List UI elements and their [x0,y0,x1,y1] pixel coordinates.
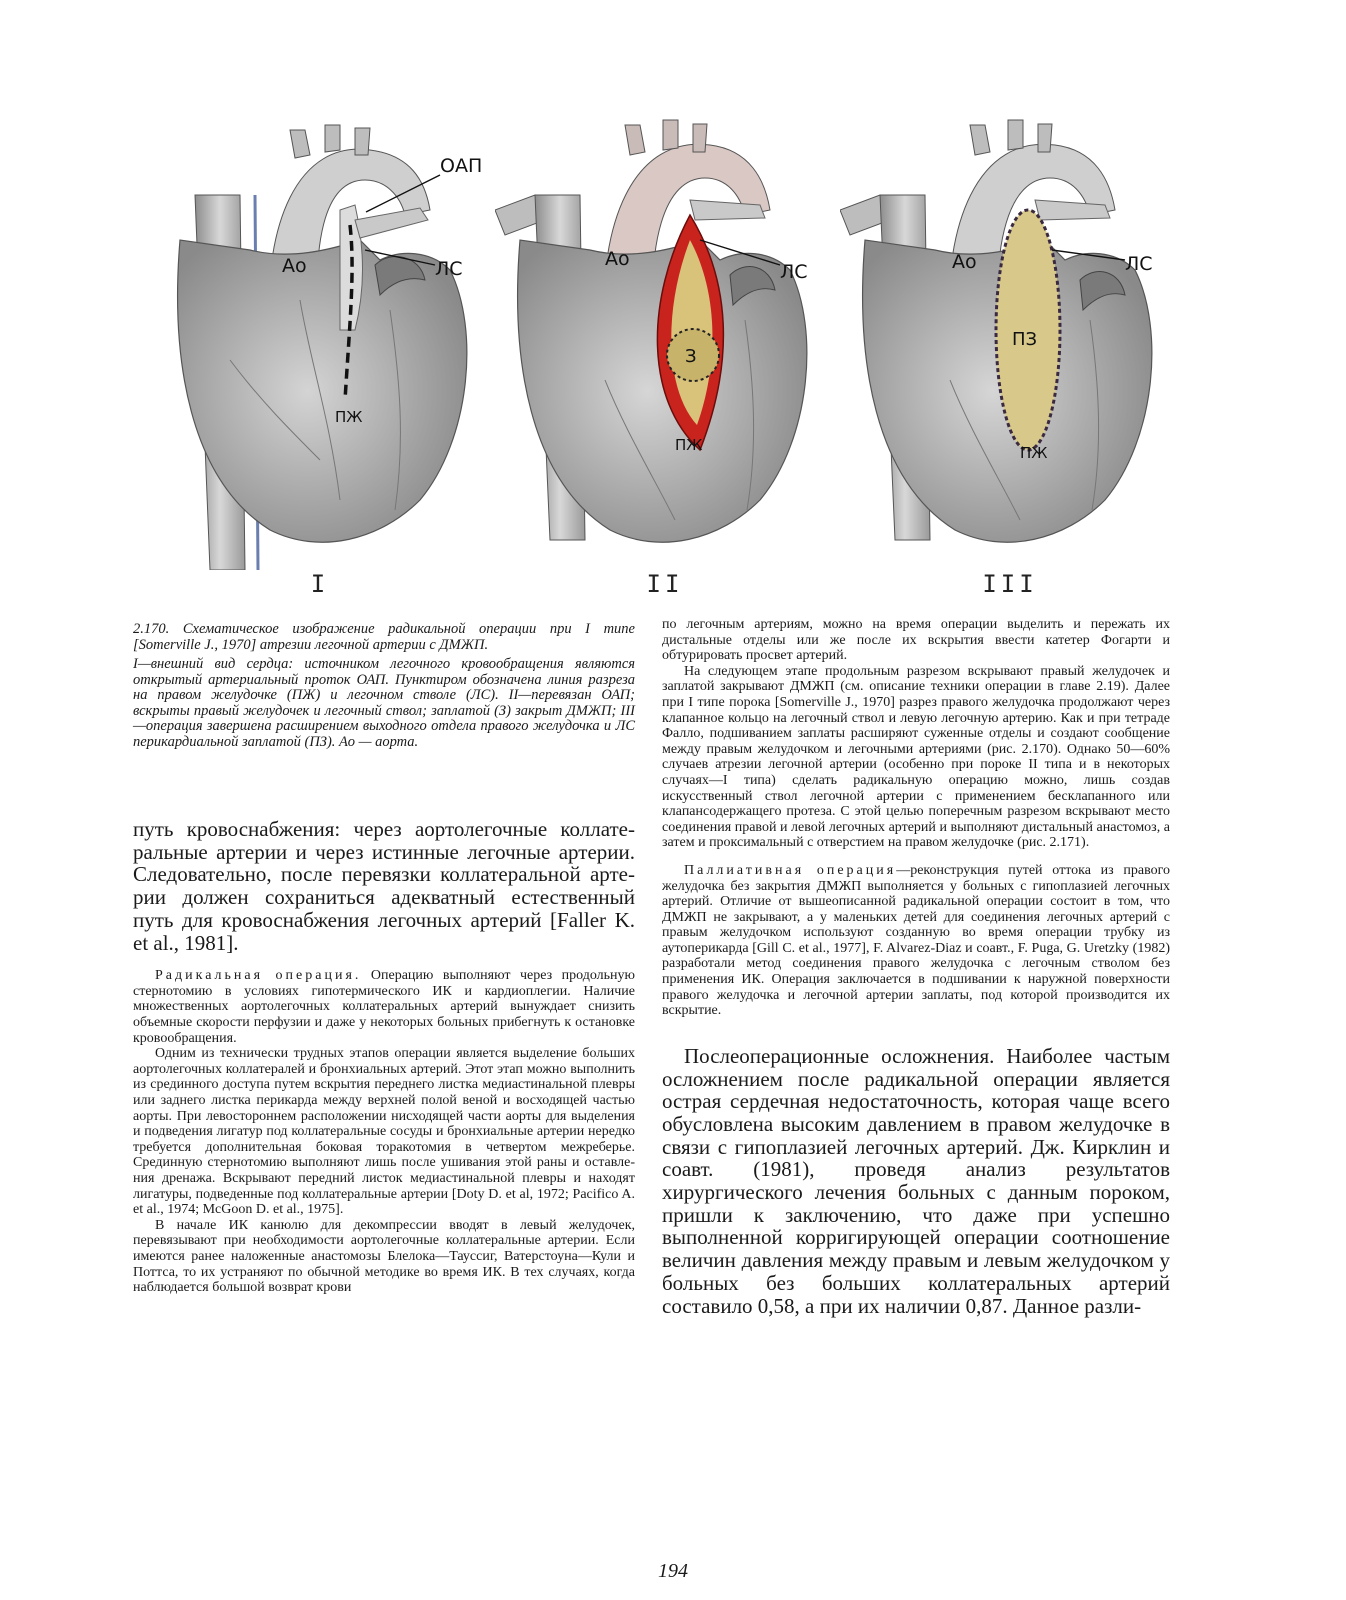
figure-caption-body: I—внешний вид сердца: источником легочного кровообращения являются открытый артериальный проток ОАП. Пунктиром обозначена линия разреза на правом желудочке (ПЖ) и легочном стволе (ЛС). II—перевязан ОАП; вскрыты правый желудочек и легочный ствол; заплатой (З) закрыт ДМЖП; III—операция завершена расширением выходного отдела правого желудочка и ЛС перикардиальной заплатой (ПЗ). Ао — аорта. [133,656,635,750]
label-ls: ЛС [435,258,463,280]
label-ao: Ао [282,255,307,277]
label-z: З [685,346,697,367]
left-column [133,622,635,1296]
label-oap: ОАП [440,155,483,177]
left-paragraph-2: Одним из технически трудных этапов операции является выделение больших аортолегочных коллатералей и бронхиальных артерий. Этот этап можно выполнить из срединного доступа путем вскрытия переднего листка медиастинальной плевры или заднего листка перикарда между верхней полой веной и восходящей частью аорты. При левостороннем расположении нисходящей части аорты для выделения и подведения лигатур под коллатеральные сосуды и бронхиальные артерии нередко требуется дополнительная боковая торакотомия в четвертом межреберье. Срединную стернотомию выполняют лишь после ушивания этой раны и оставления дренажа. Вскрывают передний листок медиастинальной плевры и находят лигатуры, подведенные под коллатеральные артерии [Doty D. et al, 1972; Pacifico A. et al., 1974; McGoon D. et al., 1975]. [133,1046,635,1218]
palliative-operation-heading: Паллиативная операция [684,862,897,878]
panel-roman-label: II [646,570,684,598]
label-pzh: ПЖ [335,408,363,426]
postoperative-complications-paragraph: Послеоперационные осложнения. Наиболее частым осложнением после радикальной операции является острая сердечная недостаточность, которая чаще всего обусловлена высоким давлением в правом желудочке в связи с гипоплазией легочных артерий. Дж. Кирклин и соавт. (1981), проведя анализ результатов хирургического лечения больных с данным пороком, пришли к заключению, что даже при успешно выполненной корригирующей операции соотношение величин давления между правым и левым желудочком у больных без больших коллатеральных артерий составило 0,58, а при их наличии 0,87. Данное разли- [662,1043,1170,1318]
left-paragraph-3: В начале ИК канюлю для декомпрессии вводят в левый желудочек, перевязывают при необходимости аортолегочные коллатеральные артерии. Если имеются ранее наложенные анастомозы Блелока—Тауссиг, Ватерстоуна—Кули и Поттса, то их устраняют по обычной методике во время ИК. В тех случаях, когда наблюдается большой возврат крови [133,1217,635,1296]
heart-illustration-3 [840,100,1180,570]
label-pzh: ПЖ [1020,444,1048,462]
palliative-operation-text: —реконструкция путей оттока из правого желудочка без закрытия ДМЖП выполняется у больных с гипоплазией легочных артерий. Отличие от вышеописанной радикальной операции состоит в том, что ДМЖП не закрывают, а у маленьких детей для соединения легочных артерий с правым желудочком используют созданную во время операции трубку из аутоперикарда [Gill С. et al., 1977], F. Alvarez-Diaz и соавт., F. Puga, G. Uretzky (1982) разработали метод соединения правого желудочка с легочным стволом без применения ИК. Операция заключается в подшивании к наружной поверхности правого желудочка и легочной артерии заплаты, под которой производится их вскрытие. [662,862,1170,1019]
label-ls: ЛС [1125,253,1153,275]
radical-operation-paragraph [133,968,635,1046]
label-pz: ПЗ [1012,329,1038,350]
right-column [662,617,1170,1317]
label-ls: ЛС [780,261,808,283]
panel-roman-label: III [982,570,1038,598]
right-paragraph-1: по легочным артериям, можно на время операции выделить и пережать их дистальные отделы или же после их вскрытия ввести катетер Фогарти и обтурировать просвет артерий. [662,617,1170,664]
figure-2-170 [150,100,1190,620]
heart-illustration-1 [150,100,490,570]
radical-operation-text: Операцию выполняют через продольную стернотомию в условиях гипотермического ИК и кардиоплегии. Наличие множественных аортолегочных коллатеральных артерий вынуждает снизить объемные скорости перфузии и даже у некоторых больных прибегнуть к остановке кровообращения. [133,968,635,1046]
heart-panel-2 [495,100,835,620]
label-ao: Ао [605,248,630,270]
figure-caption-title: 2.170. Схематическое изображение радикальной операции при I типе [Somerville J., 1970] атрезии легочной артерии с ДМЖП. [133,621,635,653]
heart-panel-3 [840,100,1180,620]
right-paragraph-2: На следующем этапе продольным разрезом вскрывают правый желудочек и заплатой закрывают ДМЖП (см. описание техники операции в главе 2.19). Далее при I типе порока [Somerville J., 1970] разрез правого желудочка продолжают через клапанное кольцо на легочный ствол и левую легочную артерию. Как и при тетраде Фалло, подшиванием заплаты расширяют суженные отделы и создают сообщение между правым желудочком и легочными артериями (рис. 2.170). Однако 50—60% случаев атрезии легочной артерии (особенно при пороке II типа и в некоторых случаях—I типа) сделать радикальную операцию можно, лишь создав искусственный ствол легочной артерии с применением бесклапанного или клапансодержащего протеза. С этой целью поперечным разрезом вскрывают место соединения правой и левой легочных артерий и выполняют дистальный анастомоз, а затем и проксимальный с отверстием на правом желудочке (рис. 2.171). [662,663,1170,851]
left-large-paragraph: путь кровоснабжения: через аортолегочные коллатеральные артерии и через истинные легочные артерии. Следовательно, после перевязки коллатеральной артерии должен сохраниться адекватный естественный путь для кровоснабжения легочных артерий [Faller K. et al., 1981]. [133,817,635,955]
label-pzh: ПЖ [675,436,703,454]
page-number: 194 [658,1560,688,1582]
heart-illustration-2 [495,100,835,570]
label-ao: Ао [952,251,977,273]
heart-panel-1 [150,100,490,620]
panel-roman-label: I [310,570,330,598]
palliative-operation-paragraph [662,863,1170,1019]
radical-operation-heading: Радикальная операция. [155,968,362,984]
